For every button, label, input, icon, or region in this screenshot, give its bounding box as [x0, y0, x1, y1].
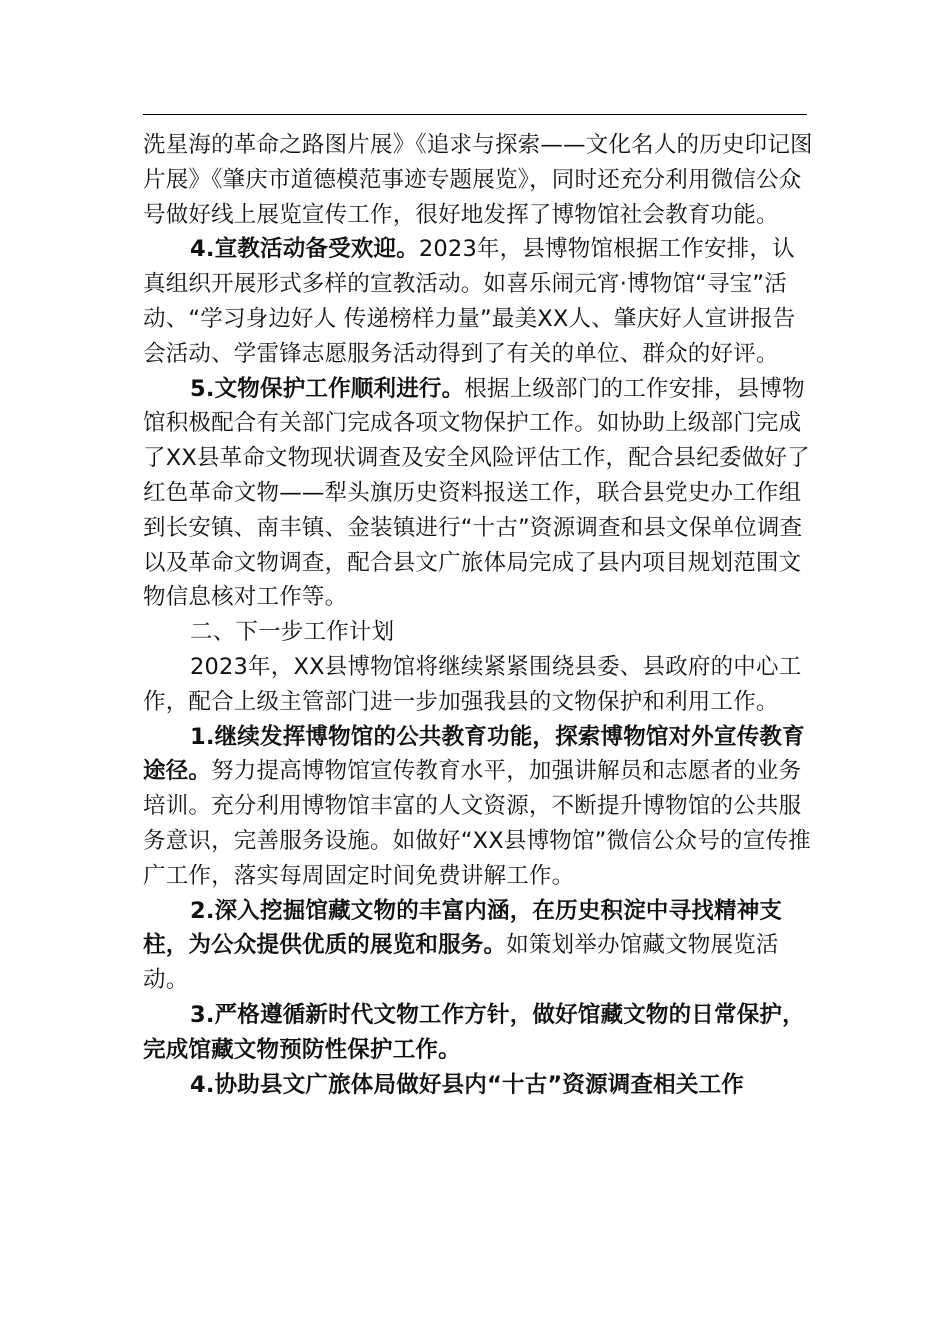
plan-2-text: 如策划举办馆藏文物展览活动。 — [143, 932, 779, 994]
plan-3-heading: 3.严格遵循新时代文物工作方针，做好馆藏文物的日常保护，完成馆藏文物预防性保护工作。 — [143, 1001, 805, 1063]
item-5-heading: 5.文物保护工作顺利进行。 — [190, 375, 465, 402]
paragraph-item-4 — [143, 232, 815, 371]
header-rule — [143, 114, 807, 115]
paragraph-plan-4 — [143, 1068, 815, 1103]
paragraph-plan-intro: 2023年，XX县博物馆将继续紧紧围绕县委、县政府的中心工作，配合上级主管部门进一步加强我县的文物保护和利用工作。 — [143, 653, 802, 715]
paragraph-item-5 — [143, 372, 815, 616]
document-body — [143, 128, 815, 1102]
section-heading-next-plan: 二、下一步工作计划 — [190, 619, 395, 646]
plan-1-heading: 1.继续发挥博物馆的公共教育功能，探索博物馆对外宣传教育途径。 — [143, 723, 805, 785]
paragraph-plan-2 — [143, 894, 815, 998]
paragraph-plan-1 — [143, 720, 815, 894]
plan-2-heading: 2.深入挖掘馆藏文物的丰富内涵，在历史积淀中寻找精神支柱，为公众提供优质的展览和服务。 — [143, 897, 783, 959]
paragraph-continued: 洗星海的革命之路图片展》《追求与探索——文化名人的历史印记图片展》《肇庆市道德模范事迹专题展览》，同时还充分利用微信公众号做好线上展览宣传工作，很好地发挥了博物馆社会教育功能。 — [143, 132, 813, 228]
plan-4-heading: 4.协助县文广旅体局做好县内“十古”资源调查相关工作 — [190, 1071, 744, 1098]
paragraph-plan-3 — [143, 998, 815, 1068]
item-4-heading: 4.宣教活动备受欢迎。 — [190, 236, 419, 263]
plan-1-text: 努力提高博物馆宣传教育水平，加强讲解员和志愿者的业务培训。充分利用博物馆丰富的人文资源，不断提升博物馆的公共服务意识，完善服务设施。如做好“XX县博物馆”微信公众号的宣传推广工作，落实每周固定时间免费讲解工作。 — [143, 758, 811, 889]
item-5-text: 根据上级部门的工作安排，县博物馆积极配合有关部门完成各项文物保护工作。如协助上级部门完成了XX县革命文物现状调查及安全风险评估工作，配合县纪委做好了红色革命文物——犁头旗历史资料报送工作，联合县党史办工作组到长安镇、南丰镇、金装镇进行“十古”资源调查和县文保单位调查以及革命文物调查，配合县文广旅体局完成了县内项目规划范围文物信息核对工作等。 — [143, 375, 810, 611]
item-4-text: 2023年，县博物馆根据工作安排，认真组织开展形式多样的宣教活动。如喜乐闹元宵·博物馆“寻宝”活动、“学习身边好人 传递榜样力量”最美XX人、肇庆好人宣讲报告会活动、学雷锋志愿服务活动得到了有关的单位、群众的好评。 — [143, 236, 796, 367]
